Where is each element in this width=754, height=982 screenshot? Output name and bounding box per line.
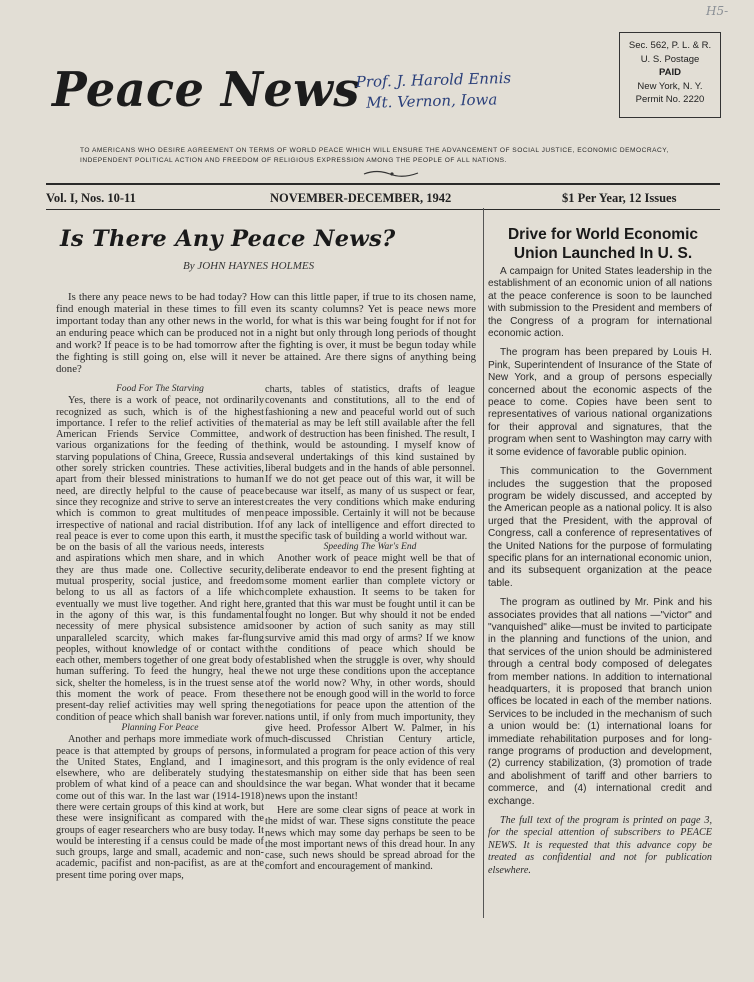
postage-line: Sec. 562, P. L. & R. [628, 40, 712, 51]
postage-line: New York, N. Y. [637, 80, 703, 92]
postage-line: U. S. Postage [640, 53, 700, 65]
paragraph: The program has been prepared by Louis H. Pink, Superintendent of Insurance of the State of New York, and a group of persons especially concerned about the economic aspects of the peace to come. Copies have been sent to representatives of various national organizations for their approval and signatures, that the program when sent to Washington may carry with it some evidence of favorable public opinion. [488, 347, 712, 458]
subhead-planning: Planning For Peace [121, 722, 199, 733]
side-article-body [488, 266, 712, 884]
rule-top [46, 183, 720, 185]
paragraph: This communication to the Government includes the suggestion that the proposed program be widely discussed, and accepted by the American people as a national policy. It is also urged that the President, with the approval of Congress, call a conference of representatives of the United Nations for the purpose of formulating specific plans for an international economic union, and its subsequent organization at the peace table. [488, 466, 712, 589]
paragraph: Yes, there is a work of peace, not ordinarily recognized as such, which is of the highest importance. I refer to the relief activities of the American Friends Service Committee, and various organizations for the feeding of the starving populations of China, Greece, Russia and other sorely stricken countries. These activities, apart from their blessed ministrations to human need, are directly helpful to the cause of peace since they recognize and strive to serve an interest which is common to great multitudes of men irrespective of national and racial distribution. If real peace is ever to come upon this earth, it must be on the basis of all the various needs, interests and aspirations which men share, and in which they are thus made one. Collective security, mutual prosperity, social justice, and freedom belong to us all as factors of a life which eventually we must live together. And right here, in the agony of this war, is this fundamental necessity of mere physical subsistence amid unparalleled scarcity, which makes far-flung peoples, without knowledge of or contact with each other, members together of one great body of human suffering. To feed the hungry, heal the sick, shelter the homeless, is in the truest sense at this moment the work of peace. From these present-day relief activities may well spring the condition of peace which shall banish war forever. [56, 395, 264, 723]
ornament-divider-icon [362, 169, 422, 179]
address-line: Mt. Vernon, Iowa [366, 90, 498, 112]
handwritten-address [355, 68, 511, 114]
masthead-tagline: TO AMERICANS WHO DESIRE AGREEMENT ON TERMS OF WORLD PEACE WHICH WILL ENSURE THE ADVANCEMENT OF SOCIAL JUSTICE, ECONOMIC DEMOCRACY, INDEPENDENT POLITICAL ACTION AND FREEDOM OF RELIGIOUS EXPRESSION AMONG THE PEOPLE OF ALL NATIONS. [80, 147, 669, 164]
address-line: Prof. J. Harold Ennis [355, 68, 512, 92]
main-article-byline: By JOHN HAYNES HOLMES [183, 260, 315, 272]
pencil-note: H5- [706, 4, 729, 18]
paragraph: A campaign for United States leadership in the establishment of an economic union of all nations at the peace conference is soon to be launched with submission to the President and members of the Congress of a program for international economic action. [488, 266, 712, 340]
main-article-column-1 [56, 384, 264, 881]
subhead-speeding: Speeding The War's End [323, 542, 417, 553]
editor-note: The full text of the program is printed on page 3, for the special attention of subscribers to PEACE NEWS. It is requested that this advance copy be treated as confidential and not for publication elsewhere. [488, 815, 712, 876]
subhead-food: Food For The Starving [116, 384, 204, 394]
postage-line: PAID [659, 67, 681, 78]
column-divider [483, 208, 484, 918]
issue-date: NOVEMBER-DECEMBER, 1942 [270, 191, 452, 205]
main-article-title: Is There Any Peace News? [60, 226, 396, 252]
paragraph: Another work of peace might well be that of deliberate endeavor to end the present fighting at some moment earlier than complete victory or complete exhaustion. It seems to be taken for granted that this war must be fought until it can be fought no longer. But why should it not be ended sooner by action of such sanity as may still survive amid this mad orgy of arms? If we know the conditions of peace which should be established when the struggle is over, why should we not urge these conditions upon the acceptance of the world now? Why, in other words, should there not be enough good will in the world to force negotiations for peace upon the attention of the nations until, if only from much importunity, they give heed. Professor Albert W. Palmer, in his much-discussed Christian Century article, formulated a program for peace action of this very sort, and this program is the only evidence of real statesmanship on either side that has been seen since the war began. What wonder that it became news upon the instant! [265, 553, 475, 802]
issue-price: $1 Per Year, 12 Issues [562, 191, 677, 205]
rule-bottom [46, 209, 720, 210]
main-article-lede: Is there any peace news to be had today? How can this little paper, if true to its chosen name, find enough material in these times to fill even its scanty columns? Yet is peace news more important today than any other news in the world, for what is this war being fought for if not for an enduring peace which can be produced not in a night but only through long periods of thought and work? If peace is to be had tomorrow after the fighting is over, it must be begun today while the fighting is still going on, else will it never be attained. Are there signs of anything being done? [56, 290, 476, 376]
postage-line: Permit No. 2220 [635, 94, 705, 105]
paragraph: Another and perhaps more immediate work of peace is that attempted by groups of persons, in the United States, England, and I imagine elsewhere, who are deliberately studying the problem of what kind of a peace can and should come out of this war. In the last war (1914-1918) there were certain groups of this kind at work, but these were insignificant as compared with the groups of eager researchers who are busy today. It would be interesting if a census could be made of such groups, large and small, academic and non-academic, pacifist and non-pacifist, as are at the present time poring over maps, [56, 734, 264, 881]
paragraph: Here are some clear signs of peace at work in the midst of war. These signs constitute the peace news which may some day perhaps be seen to be the most important news of this dread hour. In any case, such news should be spread abroad for the comfort and encouragement of mankind. [265, 804, 475, 873]
paragraph: The program as outlined by Mr. Pink and his associates provides that all nations —"victor" and "vanquished" alike—must be invited to participate in the planning and functions of the union, and that services of the union should be administered through a central body composed of delegates from member nations. In addition to international headquarters, it is proposed that branch union offices be located in each of the member nations. Services to be included in the mechanism of such a union would be: (1) international loans for immediate rehabilitation purposes and for long-range programs of production and development, (2) currency stabilization, (3) promotion of trade and abolishment of tariff and other barriers to commerce, and (4) international credit and exchange. [488, 597, 712, 807]
paragraph: charts, tables of statistics, drafts of league covenants and constitutions, all to the end of fashioning a new and peaceful world out of such material as may be left still available after the fell work of destruction has been finished. The result, I think, would be astounding. I myself know of several undertakings of this kind sustained by liberal budgets and in the hands of able personnel. If we do not get peace out of this war, it will be because war itself, as many of us suspect or fear, creates the very conditions which make enduring peace impossible. Certainly it will not be because of any lack of intelligence and effort directed to the specific task of building a world without war. [265, 384, 475, 542]
postage-indicia [619, 32, 721, 118]
issue-volume: Vol. I, Nos. 10-11 [46, 191, 136, 205]
main-article-column-2 [265, 384, 475, 873]
side-article-title: Drive for World Economic Union Launched In U. S. [507, 226, 699, 262]
masthead-title: Peace News [52, 62, 360, 118]
